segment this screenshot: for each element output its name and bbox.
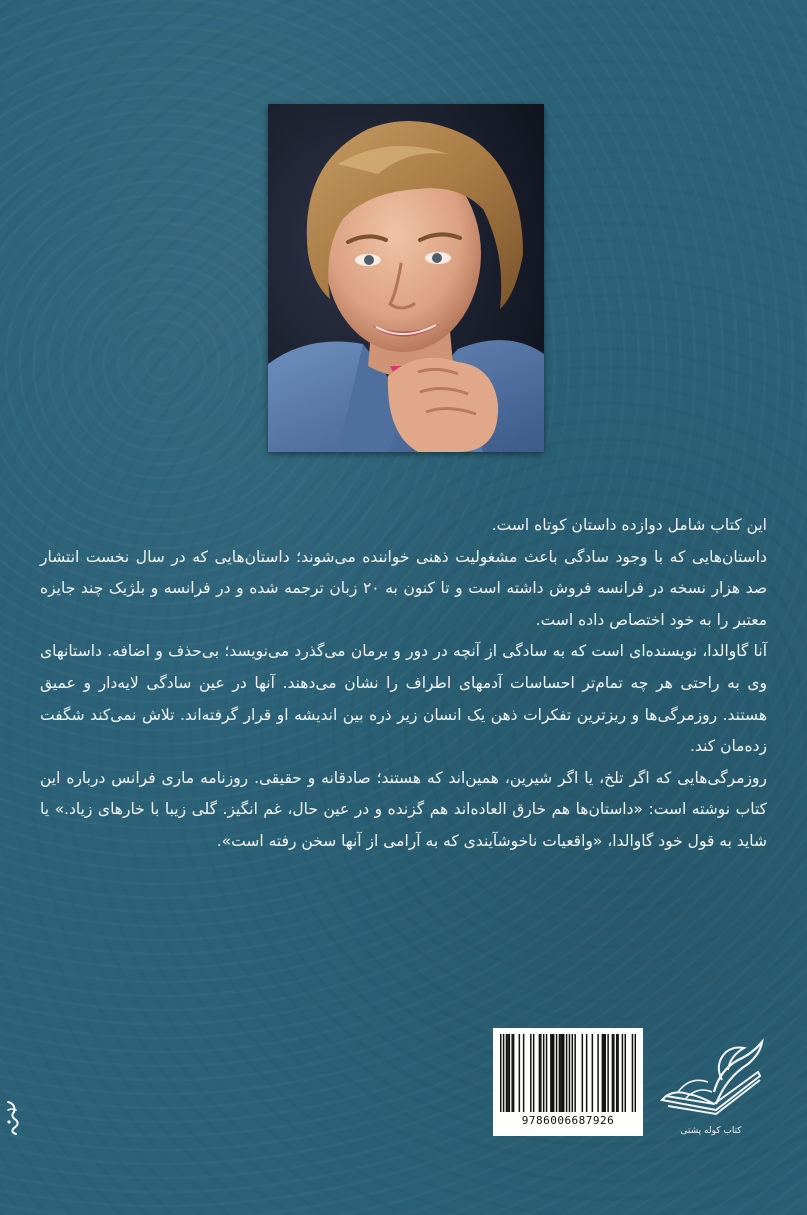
isbn-barcode [493, 1028, 643, 1136]
barcode-bar [546, 1034, 547, 1112]
barcode-bar [539, 1034, 540, 1112]
barcode-bars [500, 1034, 636, 1112]
description-paragraph: این کتاب شامل دوازده داستان کوتاه است. [491, 516, 767, 534]
barcode-bar [566, 1034, 567, 1112]
barcode-bar [511, 1034, 512, 1112]
barcode-bar [556, 1034, 557, 1112]
barcode-bar [613, 1034, 614, 1112]
barcode-bar [540, 1034, 541, 1112]
barcode-bar [543, 1034, 544, 1112]
book-description [40, 510, 767, 858]
barcode-bar [533, 1034, 534, 1112]
barcode-bar [500, 1034, 501, 1112]
author-photo [268, 104, 544, 452]
description-paragraph: روزمرگی‌هایی که اگر تلخ، یا اگر شیرین، همین‌اند که هستند؛ صادقانه و حقیقی. روزنامه ماری فرانس درباره این کتاب نوشته است: «داستان‌ها هم خارق العاده‌اند هم گزنده و در عین حال، غم انگیز. گلی زیبا با خارهای زیاد.» یا شاید به قول خود گاوالدا، «واقعیات ناخوشآیندی که به آرامی از آنها سخن رفته است». [40, 768, 767, 850]
barcode-bar [559, 1034, 560, 1112]
barcode-bar [582, 1034, 583, 1112]
publisher-logo [656, 1036, 766, 1140]
series-mark [4, 1098, 22, 1136]
barcode-bar [553, 1034, 554, 1112]
barcode-bar [550, 1034, 551, 1112]
book-bird-logo-icon [656, 1036, 766, 1126]
isbn-number: 9786006687926 [521, 1114, 615, 1127]
barcode-bar [632, 1034, 633, 1112]
barcode-bar [597, 1034, 598, 1112]
series-calligraphy-icon [4, 1098, 22, 1136]
barcode-bar [506, 1034, 507, 1112]
barcode-bar [513, 1034, 514, 1112]
barcode-bar [605, 1034, 606, 1112]
barcode-bar [523, 1034, 524, 1112]
barcode-bar [625, 1034, 626, 1112]
barcode-bar [509, 1034, 510, 1112]
barcode-bar [612, 1034, 613, 1112]
barcode-bar [569, 1034, 570, 1112]
barcode-bar [602, 1034, 603, 1112]
barcode-bar [519, 1034, 520, 1112]
publisher-name: کتاب کوله پشتی [680, 1126, 742, 1136]
barcode-bar [530, 1034, 531, 1112]
barcode-bar [603, 1034, 604, 1112]
barcode-bar [503, 1034, 504, 1112]
barcode-bar [552, 1034, 553, 1112]
barcode-bar [574, 1034, 575, 1112]
barcode-bar [622, 1034, 623, 1112]
barcode-bar [562, 1034, 563, 1112]
barcode-bar [617, 1034, 618, 1112]
barcode-bar [592, 1034, 593, 1112]
description-paragraph: آنا گاوالدا، نویسنده‌ای است که به سادگی از آنچه در دور و برمان می‌گذرد می‌نویسد؛ بی‌حذف و اضافه. داستانهای وی به راحتی هر چه تمام‌تر احساسات آدمهای اطراف را نشان می‌دهند. آنها در عین سادگی لایه‌دار و عمیق هستند. روزمرگی‌ها و ریزترین تفکرات ذهن یک انسان زیر ذره بین اندیشه او قرار گرفته‌اند. تلاش نمی‌کند شگفت زده‌مان کند. [40, 642, 767, 756]
barcode-bar [616, 1034, 617, 1112]
barcode-bar [635, 1034, 636, 1112]
barcode-bar [572, 1034, 573, 1112]
barcode-bar [586, 1034, 587, 1112]
barcode-bar [560, 1034, 561, 1112]
barcode-bar [563, 1034, 564, 1112]
barcode-bar [507, 1034, 508, 1112]
description-paragraph: داستان‌هایی که با وجود سادگی باعث مشغولیت ذهنی خواننده می‌شوند؛ داستان‌هایی که در سال نخست انتشار صد هزار نسخه در فرانسه فروش داشته است و تا کنون به ۲۰ زبان ترجمه شده و در فرانسه و بلژیک چند جایزه معتبر را به خود اختصاص داده است. [40, 547, 767, 629]
barcode-bar [607, 1034, 608, 1112]
